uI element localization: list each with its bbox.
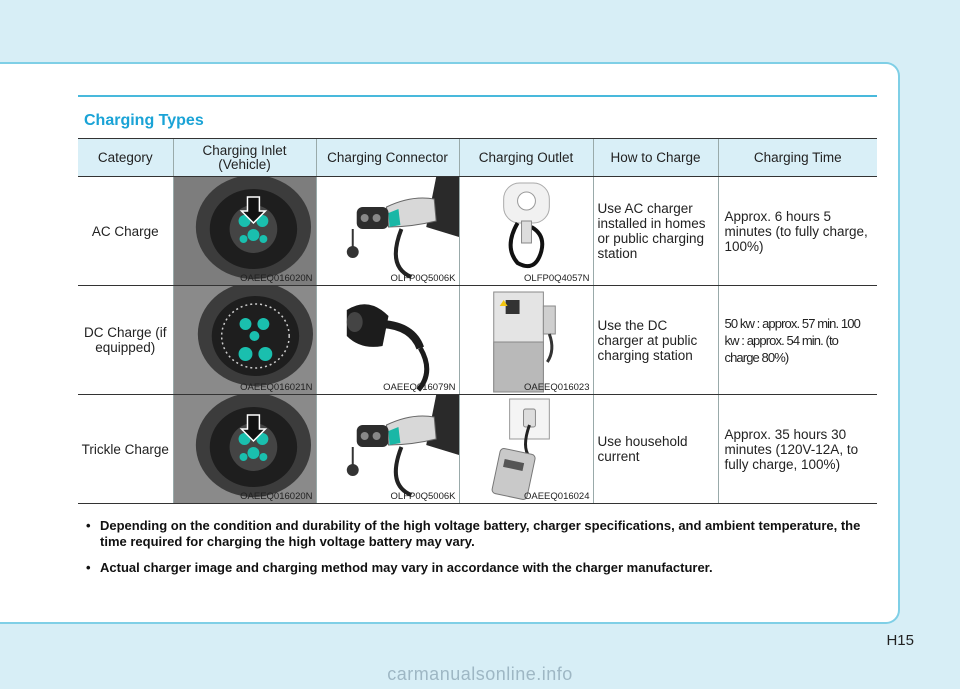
header-charging-connector: Charging Connector (316, 139, 459, 177)
header-category: Category (78, 139, 173, 177)
inlet-image-code: OAEEQ016021N (240, 382, 313, 393)
header-charging-time: Charging Time (718, 139, 877, 177)
table-row-dc-charge (78, 286, 877, 395)
connector-cell (316, 286, 459, 395)
bullet-icon: • (86, 518, 91, 533)
notes-list (86, 518, 881, 586)
page-number: H15 (886, 632, 914, 649)
connector-cell (316, 177, 459, 286)
connector-image-code: OLFP0Q5006K (390, 273, 456, 284)
table-row-ac-charge (78, 177, 877, 286)
category-cell: Trickle Charge (78, 395, 173, 504)
header-charging-inlet: Charging Inlet (Vehicle) (173, 139, 316, 177)
outlet-cell (459, 286, 593, 395)
section-title: Charging Types (84, 112, 204, 129)
bullet-icon: • (86, 560, 91, 575)
charging-time-cell: 50 kw : approx. 57 min. 100 kw : approx. 54 min. (to charge 80%) (718, 286, 877, 395)
charging-inlet-image (174, 286, 316, 394)
inlet-cell (173, 286, 316, 395)
charging-connector-image (317, 286, 459, 394)
header-how-to-charge: How to Charge (593, 139, 718, 177)
outlet-image-code: OAEEQ016024 (524, 491, 590, 502)
table-header-row (78, 139, 877, 177)
outlet-cell (459, 177, 593, 286)
header-charging-outlet: Charging Outlet (459, 139, 593, 177)
charging-time-cell: Approx. 35 hours 30 minutes (120V-12A, to fully charge, 100%) (718, 395, 877, 504)
outlet-image-code: OAEEQ016023 (524, 382, 590, 393)
note-item (86, 560, 881, 576)
inlet-image-code: OAEEQ016020N (240, 491, 313, 502)
category-cell: DC Charge (if equipped) (78, 286, 173, 395)
how-to-charge-cell: Use AC charger installed in homes or public charging station (593, 177, 718, 286)
note-item (86, 518, 881, 550)
charging-types-table (78, 138, 877, 504)
top-rule (78, 95, 877, 97)
charging-time-cell: Approx. 6 hours 5 minutes (to fully charge, 100%) (718, 177, 877, 286)
inlet-cell (173, 395, 316, 504)
connector-image-code: OLFP0Q5006K (390, 491, 456, 502)
inlet-cell (173, 177, 316, 286)
charging-inlet-image (174, 177, 316, 285)
charging-outlet-image (460, 395, 593, 503)
outlet-cell (459, 395, 593, 504)
note-text: Actual charger image and charging method may vary in accordance with the charger manufacturer. (100, 560, 713, 575)
charging-outlet-image (460, 177, 593, 285)
note-text: Depending on the condition and durability of the high voltage battery, charger specifications, and ambient temperature, the time required for charging the high voltage battery may vary. (100, 518, 861, 549)
watermark: carmanualsonline.info (387, 664, 573, 684)
how-to-charge-cell: Use the DC charger at public charging station (593, 286, 718, 395)
charging-connector-image (317, 177, 459, 285)
connector-image-code: OAEEQ016079N (383, 382, 456, 393)
how-to-charge-cell: Use household current (593, 395, 718, 504)
charging-inlet-image (174, 395, 316, 503)
category-cell: AC Charge (78, 177, 173, 286)
connector-cell (316, 395, 459, 504)
inlet-image-code: OAEEQ016020N (240, 273, 313, 284)
charging-connector-image (317, 395, 459, 503)
charging-outlet-image (460, 286, 593, 394)
outlet-image-code: OLFP0Q4057N (524, 273, 590, 284)
table-row-trickle-charge (78, 395, 877, 504)
